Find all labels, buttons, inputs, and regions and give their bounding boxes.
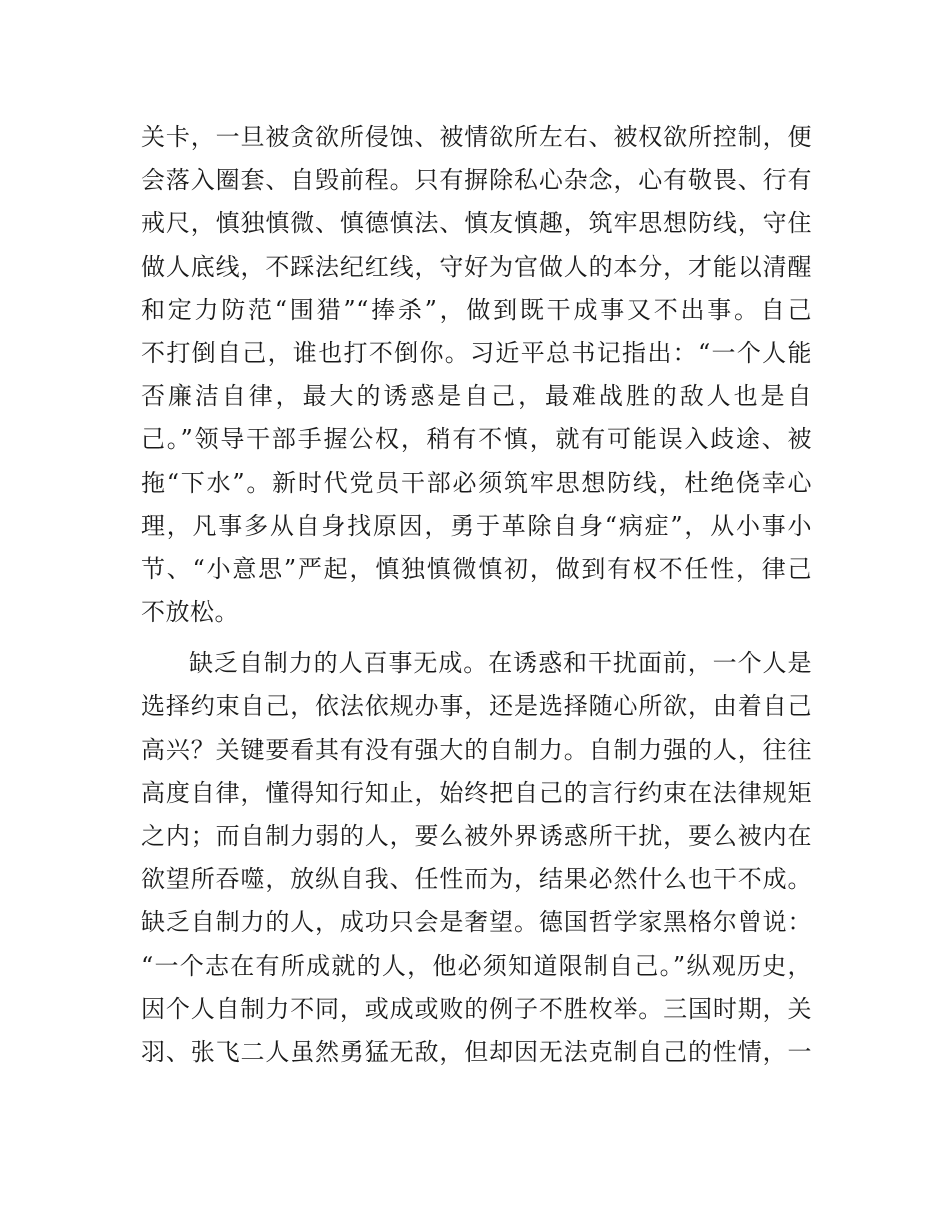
text-line: 缺乏自制力的人，成功只会是奢望。德国哲学家黑格尔曾说： — [141, 908, 812, 937]
text-line: 会落入圈套、自毁前程。只有摒除私心杂念，心有敬畏、行有 — [141, 166, 812, 195]
text-line: 欲望所吞噬，放纵自我、任性而为，结果必然什么也干不成。 — [141, 865, 812, 894]
text-line: 缺乏自制力的人百事无成。在诱惑和干扰面前，一个人是 — [189, 649, 812, 678]
text-line: 己。”领导干部手握公权，稍有不慎，就有可能误入歧途、被 — [141, 425, 812, 454]
text-line: 高度自律，懂得知行知止，始终把自己的言行约束在法律规矩 — [141, 778, 812, 807]
paragraph-1 — [141, 116, 812, 634]
text-line: 做人底线，不踩法纪红线，守好为官做人的本分，才能以清醒 — [141, 252, 812, 281]
text-line: 高兴？关键要看其有没有强大的自制力。自制力强的人，往往 — [141, 735, 812, 764]
text-line: 节、“小意思”严起，慎独慎微慎初，做到有权不任性，律己 — [141, 554, 812, 583]
body-text — [141, 116, 812, 1074]
paragraph-gap — [141, 634, 812, 642]
text-line: 否廉洁自律，最大的诱惑是自己，最难战胜的敌人也是自 — [141, 382, 812, 411]
text-line: 不打倒自己，谁也打不倒你。习近平总书记指出：“一个人能 — [141, 338, 812, 367]
paragraph-2 — [141, 642, 812, 1074]
text-line: “一个志在有所成就的人，他必须知道限制自己。”纵观历史， — [141, 951, 812, 980]
text-line: 羽、张飞二人虽然勇猛无敌，但却因无法克制自己的性情，一 — [141, 1037, 812, 1066]
text-line: 理，凡事多从自身找原因，勇于革除自身“病症”，从小事小 — [141, 511, 812, 540]
text-line: 和定力防范“围猎”“捧杀”，做到既干成事又不出事。自己 — [141, 295, 812, 324]
text-line: 之内；而自制力弱的人，要么被外界诱惑所干扰，要么被内在 — [141, 822, 812, 850]
text-line: 戒尺，慎独慎微、慎德慎法、慎友慎趣，筑牢思想防线，守住 — [141, 209, 812, 238]
text-line: 关卡，一旦被贪欲所侵蚀、被情欲所左右、被权欲所控制，便 — [141, 123, 812, 151]
text-line: 选择约束自己，依法依规办事，还是选择随心所欲，由着自己 — [141, 692, 812, 721]
text-line: 不放松。 — [141, 598, 239, 627]
text-line: 拖“下水”。新时代党员干部必须筑牢思想防线，杜绝侥幸心 — [141, 468, 812, 497]
text-line: 因个人自制力不同，或成或败的例子不胜枚举。三国时期，关 — [141, 994, 812, 1023]
